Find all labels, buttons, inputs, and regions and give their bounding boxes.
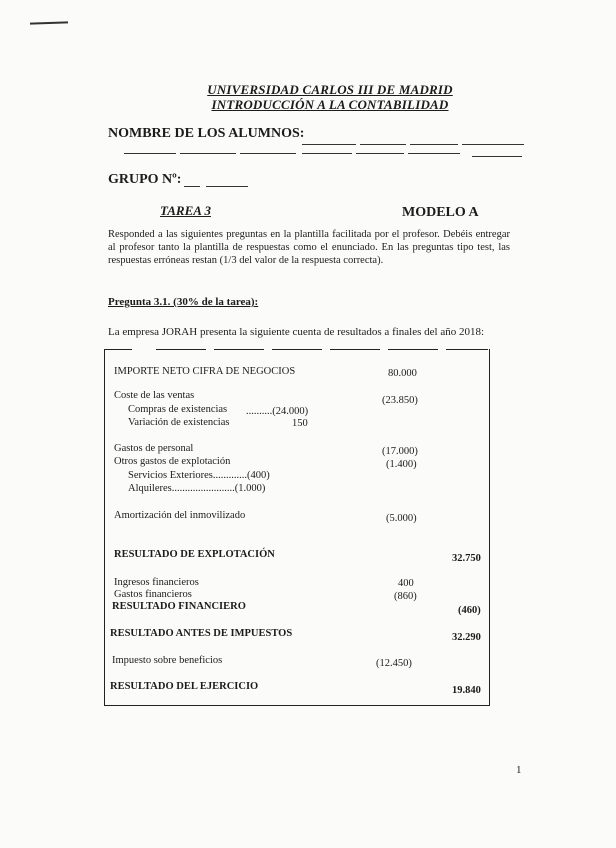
otros-value: (1.400): [386, 459, 417, 470]
grupo-label: GRUPO Nº:: [108, 172, 182, 187]
page-number: 1: [516, 764, 522, 776]
variacion-value: 150: [292, 418, 308, 429]
university-title: UNIVERSIDAD CARLOS III DE MADRID: [207, 82, 453, 97]
ing-fin-value: 400: [398, 578, 414, 589]
personal-label: Gastos de personal: [114, 443, 194, 454]
coste-label: Coste de las ventas: [114, 390, 195, 401]
gas-fin-value: (860): [394, 591, 417, 602]
gas-fin-label: Gastos financieros: [114, 589, 192, 600]
res-fin-value: (460): [458, 605, 481, 616]
coste-value: (23.850): [382, 395, 418, 406]
nombre-label: NOMBRE DE LOS ALUMNOS:: [108, 126, 305, 141]
variacion-label: Variación de existencias: [128, 417, 230, 428]
antes-value: 32.290: [452, 632, 481, 643]
explot-value: 32.750: [452, 553, 481, 564]
ing-fin-label: Ingresos financieros: [114, 577, 199, 588]
alquileres-label: Alquileres........................(1.000): [128, 483, 266, 494]
amort-value: (5.000): [386, 513, 417, 524]
ejercicio-value: 19.840: [452, 685, 481, 696]
personal-value: (17.000): [382, 446, 418, 457]
compras-value: ..........(24.000): [246, 406, 309, 417]
question-statement: La empresa JORAH presenta la siguiente cuenta de resultados a finales del año 2018:: [108, 326, 485, 338]
impuesto-value: (12.450): [376, 658, 412, 669]
task-title: TAREA 3: [160, 203, 211, 218]
amort-label: Amortización del inmovilizado: [114, 510, 246, 521]
compras-label: Compras de existencias: [128, 404, 228, 415]
otros-label: Otros gastos de explotación: [114, 456, 231, 467]
antes-label: RESULTADO ANTES DE IMPUESTOS: [110, 628, 293, 639]
income-statement-box: [104, 349, 490, 706]
scan-mark: [30, 21, 68, 24]
instructions: Responded a las siguientes preguntas en la plantilla facilitada por el profesor. Debéis entregar al profesor tanto la plantilla de respuestas como el enunciado. En las preguntas tipo test, las respuestas erróneas restan (1/3 del valor de la respuesta correcta).: [108, 229, 510, 266]
servicios-label: Servicios Exteriores.............(400): [128, 470, 270, 481]
impuesto-label: Impuesto sobre beneficios: [112, 655, 223, 666]
importe-value: 80.000: [388, 368, 417, 379]
model-label: MODELO A: [402, 205, 479, 220]
importe-label: IMPORTE NETO CIFRA DE NEGOCIOS: [114, 366, 296, 377]
question-title: Pregunta 3.1. (30% de la tarea):: [108, 296, 259, 308]
course-title: INTRODUCCIÓN A LA CONTABILIDAD: [211, 97, 449, 112]
ejercicio-label: RESULTADO DEL EJERCICIO: [110, 681, 259, 692]
res-fin-label: RESULTADO FINANCIERO: [112, 601, 246, 612]
explot-label: RESULTADO DE EXPLOTACIÓN: [114, 549, 275, 560]
